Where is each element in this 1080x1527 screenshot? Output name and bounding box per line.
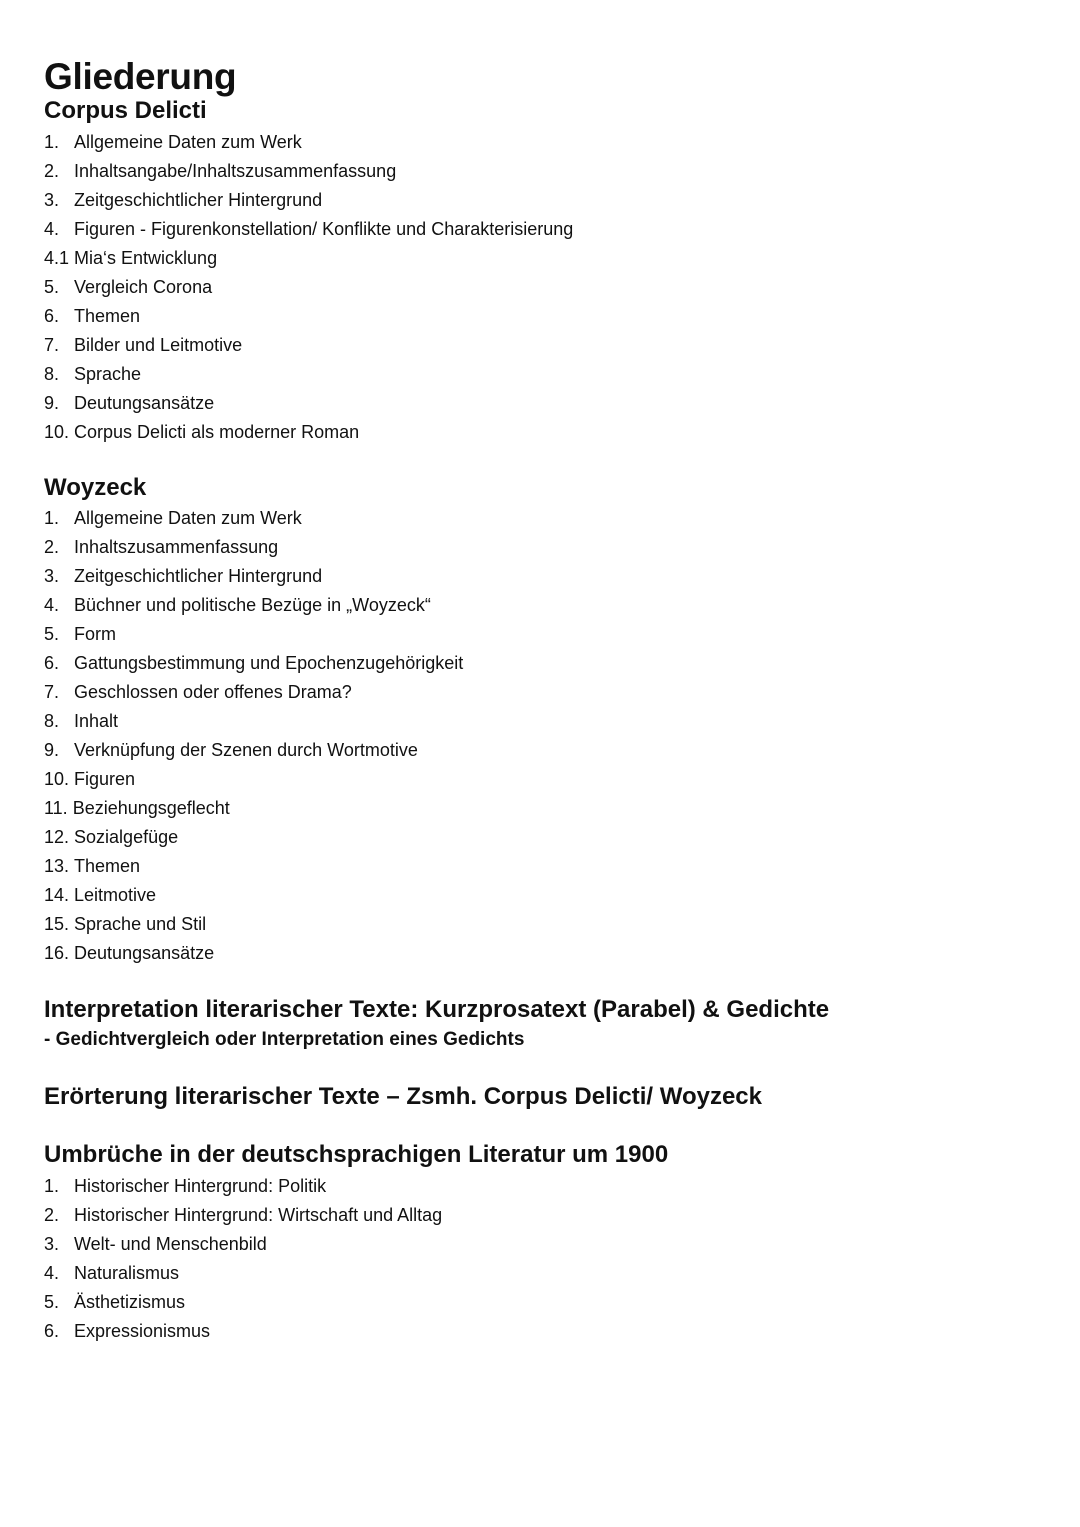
list-item xyxy=(44,736,463,765)
list-item-text: Themen xyxy=(74,306,141,326)
list-item-text: Deutungsansätze xyxy=(74,393,215,413)
list-item xyxy=(44,504,463,533)
list-item-number: 7. xyxy=(44,682,60,702)
list-item-text: Themen xyxy=(74,856,141,876)
list-item xyxy=(44,273,573,302)
list-item xyxy=(44,881,463,910)
list-item-text: Vergleich Corona xyxy=(74,277,213,297)
list-item xyxy=(44,649,463,678)
list-item-number: 4. xyxy=(44,595,60,615)
list-item xyxy=(44,591,463,620)
list-item-text: Figuren - Figurenkonstellation/ Konflikte und Charakterisierung xyxy=(74,219,574,239)
list-item-number: 6. xyxy=(44,653,60,673)
list-item xyxy=(44,533,463,562)
list-item xyxy=(44,678,463,707)
list-item-text: Inhalt xyxy=(74,711,119,731)
list-item-number: 1. xyxy=(44,132,60,152)
list-item xyxy=(44,244,573,273)
list-item-text: Form xyxy=(74,624,116,644)
list-item xyxy=(44,331,573,360)
list-item xyxy=(44,765,463,794)
list-item xyxy=(44,852,463,881)
list-item xyxy=(44,418,573,447)
list-item-text: Zeitgeschichtlicher Hintergrund xyxy=(74,566,323,586)
list-item-text: Naturalismus xyxy=(74,1263,180,1283)
list-item-number: 7. xyxy=(44,335,60,355)
list-item-number: 2. xyxy=(44,161,60,181)
list-item-number: 2. xyxy=(44,537,60,557)
list-item-text: Bilder und Leitmotive xyxy=(74,335,243,355)
list-item-number: 3. xyxy=(44,1234,60,1254)
list-item xyxy=(44,910,463,939)
list-umbrueche xyxy=(44,1172,442,1346)
list-item-number: 13. xyxy=(44,856,70,876)
list-item-number: 4. xyxy=(44,219,60,239)
list-item-number: 5. xyxy=(44,1292,60,1312)
list-item-text: Geschlossen oder offenes Drama? xyxy=(74,682,352,702)
list-item-number: 3. xyxy=(44,566,60,586)
list-item xyxy=(44,157,573,186)
list-item-text: Corpus Delicti als moderner Roman xyxy=(74,422,360,442)
list-item-text: Zeitgeschichtlicher Hintergrund xyxy=(74,190,323,210)
list-item-number: 5. xyxy=(44,624,60,644)
section-heading-interpretation: Interpretation literarischer Texte: Kurzprosatext (Parabel) & Gedichte xyxy=(44,996,830,1023)
list-item xyxy=(44,128,573,157)
list-item xyxy=(44,1201,442,1230)
list-item xyxy=(44,562,463,591)
list-item xyxy=(44,360,573,389)
list-item-number: 1. xyxy=(44,1176,60,1196)
list-item-text: Leitmotive xyxy=(74,885,157,905)
list-item-number: 2. xyxy=(44,1205,60,1225)
list-item-text: Historischer Hintergrund: Politik xyxy=(74,1176,327,1196)
list-woyzeck xyxy=(44,504,463,968)
list-item-text: Mia‘s Entwicklung xyxy=(74,248,218,268)
list-item xyxy=(44,1317,442,1346)
list-item-text: Expressionismus xyxy=(74,1321,211,1341)
list-item xyxy=(44,186,573,215)
list-item xyxy=(44,794,463,823)
list-item-number: 16. xyxy=(44,943,70,963)
list-item xyxy=(44,1172,442,1201)
list-item-text: Inhaltsangabe/Inhaltszusammenfassung xyxy=(74,161,397,181)
list-item-number: 9. xyxy=(44,740,60,760)
list-item-number: 8. xyxy=(44,711,60,731)
list-item-text: Beziehungsgeflecht xyxy=(72,798,230,818)
list-item-text: Büchner und politische Bezüge in „Woyzeck“ xyxy=(74,595,431,615)
list-item-text: Historischer Hintergrund: Wirtschaft und Alltag xyxy=(74,1205,443,1225)
list-item-number: 9. xyxy=(44,393,60,413)
list-item-text: Sozialgefüge xyxy=(74,827,179,847)
list-item-number: 11. xyxy=(44,798,68,818)
list-item-text: Figuren xyxy=(74,769,136,789)
list-item-number: 15. xyxy=(44,914,70,934)
list-item-text: Sprache xyxy=(74,364,142,384)
list-item-text: Allgemeine Daten zum Werk xyxy=(74,508,302,528)
list-item xyxy=(44,215,573,244)
list-item xyxy=(44,1288,442,1317)
list-item-text: Sprache und Stil xyxy=(74,914,207,934)
list-item-text: Ästhetizismus xyxy=(74,1292,186,1312)
section-subheading-interpretation: - Gedichtvergleich oder Interpretation eines Gedichts xyxy=(44,1029,525,1050)
section-heading-woyzeck: Woyzeck xyxy=(44,474,147,501)
list-item xyxy=(44,620,463,649)
section-heading-umbrueche: Umbrüche in der deutschsprachigen Literatur um 1900 xyxy=(44,1141,669,1168)
list-item-number: 1. xyxy=(44,508,60,528)
page-title: Gliederung xyxy=(44,56,237,97)
list-item xyxy=(44,1230,442,1259)
list-item-number: 8. xyxy=(44,364,60,384)
list-item-number: 4.1 xyxy=(44,248,70,268)
list-item-text: Verknüpfung der Szenen durch Wortmotive xyxy=(74,740,418,760)
list-corpus-delicti xyxy=(44,128,573,447)
list-item-number: 10. xyxy=(44,769,70,789)
list-item-text: Inhaltszusammenfassung xyxy=(74,537,279,557)
list-item-number: 5. xyxy=(44,277,60,297)
list-item-text: Welt- und Menschenbild xyxy=(74,1234,267,1254)
list-item-text: Gattungsbestimmung und Epochenzugehörigkeit xyxy=(74,653,464,673)
list-item-number: 4. xyxy=(44,1263,60,1283)
list-item-number: 10. xyxy=(44,422,70,442)
list-item xyxy=(44,302,573,331)
list-item xyxy=(44,389,573,418)
list-item xyxy=(44,939,463,968)
section-heading-corpus-delicti: Corpus Delicti xyxy=(44,97,207,124)
list-item-number: 14. xyxy=(44,885,70,905)
list-item xyxy=(44,1259,442,1288)
list-item-number: 6. xyxy=(44,1321,60,1341)
list-item xyxy=(44,707,463,736)
list-item xyxy=(44,823,463,852)
list-item-number: 12. xyxy=(44,827,70,847)
list-item-number: 6. xyxy=(44,306,60,326)
section-heading-eroerterung: Erörterung literarischer Texte – Zsmh. Corpus Delicti/ Woyzeck xyxy=(44,1083,762,1110)
list-item-text: Deutungsansätze xyxy=(74,943,215,963)
list-item-text: Allgemeine Daten zum Werk xyxy=(74,132,302,152)
list-item-number: 3. xyxy=(44,190,60,210)
